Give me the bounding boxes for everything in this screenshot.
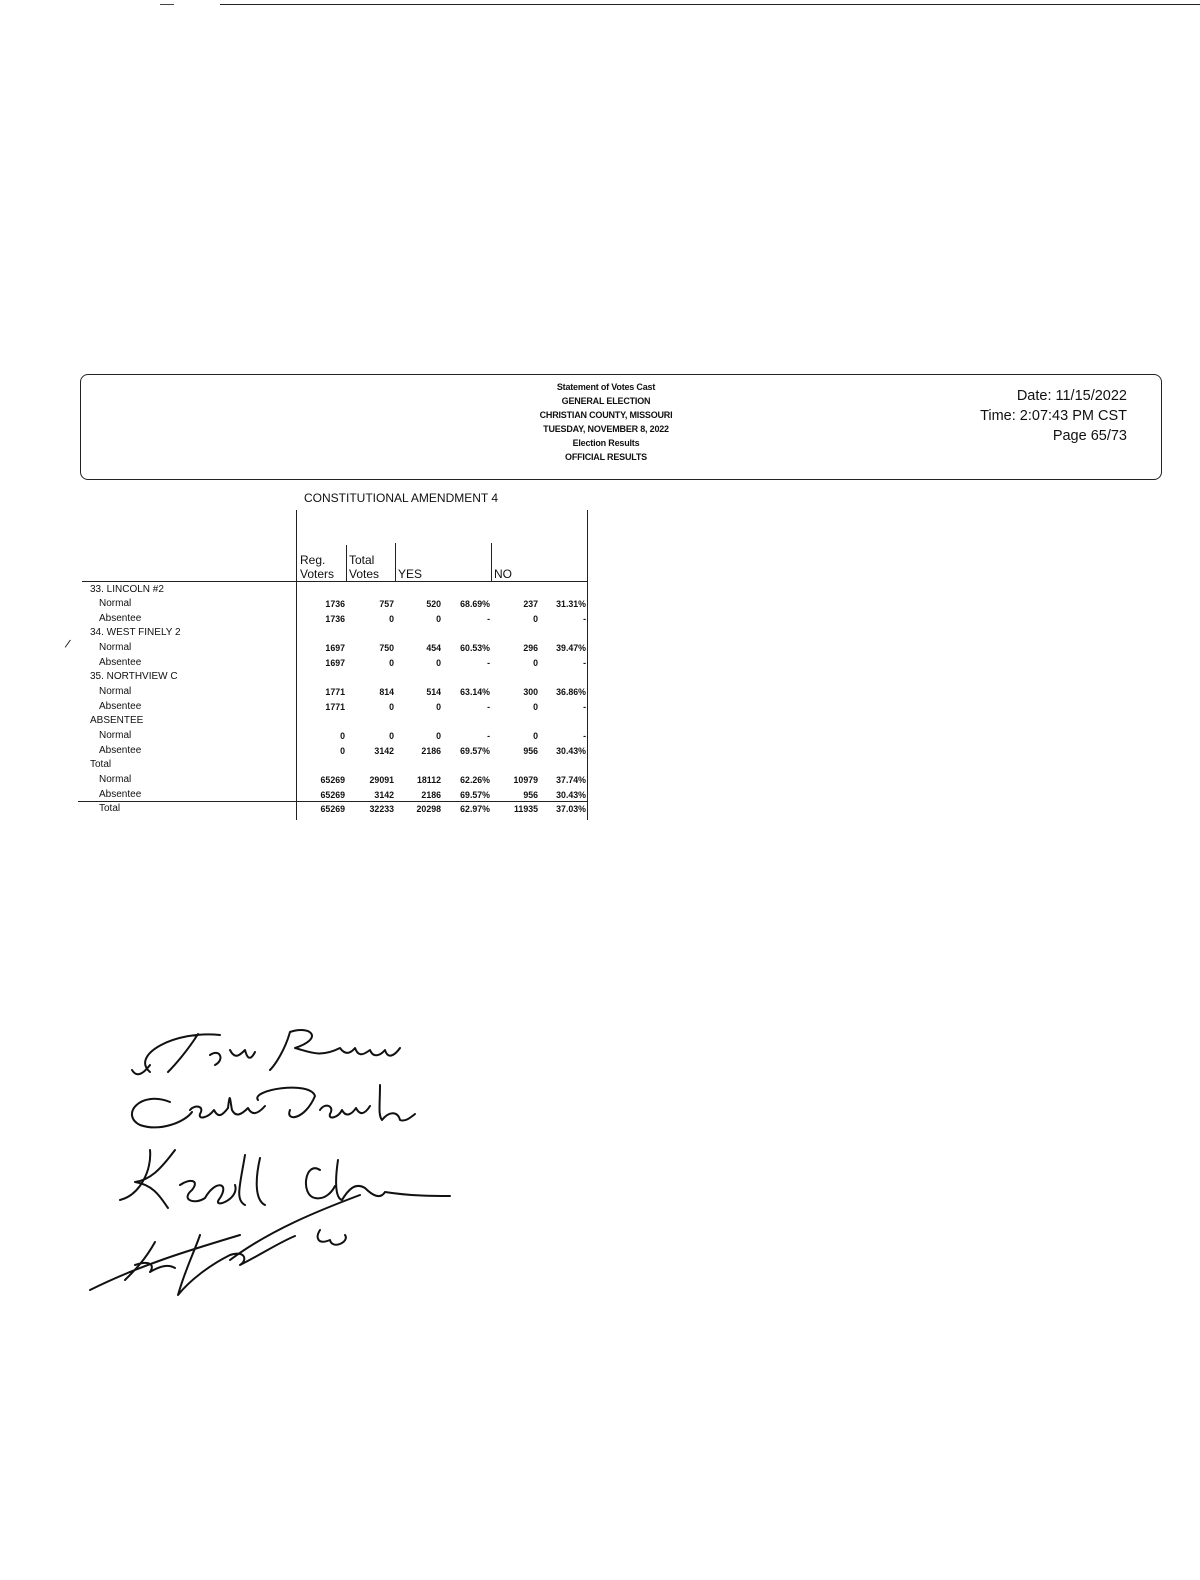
no-pct-cell: 31.31% (556, 599, 586, 610)
vote-type-label: Absentee (99, 744, 142, 756)
no-votes-cell: 11935 (514, 804, 538, 815)
col-divider (491, 543, 492, 582)
yes-pct-cell: 60.53% (460, 643, 490, 654)
yes-pct-cell: - (487, 657, 490, 668)
reg-voters-cell: 0 (340, 745, 345, 756)
vote-type-label: Normal (99, 686, 132, 698)
vote-type-label: Normal (99, 642, 132, 654)
yes-pct-cell: 68.69% (460, 599, 490, 610)
signatures (80, 1010, 460, 1310)
reg-voters-cell: 1697 (325, 657, 345, 668)
table-row (82, 715, 592, 730)
no-votes-cell: 300 (523, 687, 538, 698)
col-head-yes: YES (398, 567, 423, 581)
reg-voters-cell: 65269 (320, 789, 345, 800)
signature-1 (132, 1030, 400, 1074)
table-row (82, 803, 592, 818)
total-votes-cell: 757 (379, 599, 394, 610)
vote-type-label: Absentee (99, 700, 142, 712)
reg-voters-cell: 65269 (320, 804, 345, 815)
report-header-center (491, 380, 721, 464)
total-votes-cell: 0 (389, 657, 394, 668)
reg-voters-cell: 1736 (325, 613, 345, 624)
precinct-label: 35. NORTHVIEW C (90, 671, 178, 683)
no-votes-cell: 10979 (513, 774, 538, 785)
no-pct-cell: - (583, 613, 586, 624)
table-row (82, 598, 592, 613)
total-votes-cell: 32233 (369, 804, 394, 815)
col-head-no: NO (494, 567, 512, 581)
total-votes-cell: 814 (379, 687, 394, 698)
yes-pct-cell: - (487, 613, 490, 624)
precinct-label: 33. LINCOLN #2 (90, 583, 164, 595)
yes-votes-cell: 454 (426, 643, 441, 654)
report-page: Page 65/73 (1052, 428, 1127, 444)
header-line: Election Results (572, 438, 640, 448)
vote-type-label: Normal (99, 773, 132, 785)
yes-votes-cell: 0 (436, 731, 441, 741)
reg-voters-cell: 65269 (320, 774, 345, 785)
no-pct-cell: 30.43% (556, 789, 586, 800)
no-pct-cell: - (583, 731, 586, 741)
yes-votes-cell: 514 (426, 687, 441, 698)
table-row (82, 657, 592, 672)
no-votes-cell: 0 (533, 613, 538, 624)
no-pct-cell: 39.47% (556, 643, 586, 654)
report-meta (980, 386, 1127, 446)
header-line: GENERAL ELECTION (561, 396, 651, 406)
vote-type-label: Absentee (99, 656, 142, 668)
yes-votes-cell: 520 (426, 599, 441, 610)
no-votes-cell: 296 (523, 643, 538, 654)
contest-title: CONSTITUTIONAL AMENDMENT 4 (304, 491, 499, 505)
reg-voters-cell: 1697 (325, 643, 345, 654)
table-row (82, 627, 592, 642)
yes-pct-cell: 63.14% (460, 687, 490, 698)
table-row (82, 745, 592, 760)
report-time: Time: 2:07:43 PM CST (980, 408, 1127, 424)
reg-voters-cell: 1771 (325, 701, 345, 712)
header-line: CHRISTIAN COUNTY, MISSOURI (539, 410, 673, 420)
yes-votes-cell: 2186 (421, 745, 441, 756)
total-votes-cell: 0 (389, 613, 394, 624)
signature-3 (120, 1150, 450, 1208)
table-row (82, 642, 592, 657)
report-header (80, 374, 1162, 480)
table-row (82, 730, 592, 745)
total-votes-cell: 3142 (374, 789, 394, 800)
no-votes-cell: 956 (523, 745, 538, 756)
yes-pct-cell: 69.57% (460, 745, 490, 756)
header-line: OFFICIAL RESULTS (565, 452, 647, 462)
total-votes-cell: 0 (389, 701, 394, 712)
no-votes-cell: 0 (533, 657, 538, 668)
no-votes-cell: 0 (533, 731, 538, 741)
pen-tick-mark: / (63, 636, 72, 652)
col-head-reg-voters: Reg. Voters (300, 553, 335, 581)
vote-type-label: Total (99, 803, 121, 815)
header-underline (82, 581, 588, 582)
yes-votes-cell: 0 (436, 613, 441, 624)
yes-votes-cell: 20298 (416, 804, 441, 815)
top-rule (220, 4, 1200, 5)
vote-type-label: Absentee (99, 612, 142, 624)
col-divider (346, 545, 347, 582)
precinct-label: ABSENTEE (90, 715, 144, 727)
no-pct-cell: 37.74% (556, 774, 586, 785)
yes-votes-cell: 18112 (417, 774, 441, 785)
table-row (82, 671, 592, 686)
scan-mark (160, 4, 174, 5)
signature-4 (90, 1195, 360, 1295)
vote-type-label: Normal (99, 598, 132, 610)
total-votes-cell: 0 (389, 731, 394, 741)
no-pct-cell: - (583, 657, 586, 668)
table-row (82, 759, 592, 774)
yes-pct-cell: 69.57% (460, 789, 490, 800)
no-pct-cell: 36.86% (556, 687, 586, 698)
report-date: Date: 11/15/2022 (1016, 388, 1127, 404)
yes-votes-cell: 2186 (421, 789, 441, 800)
no-pct-cell: 37.03% (556, 804, 586, 815)
vote-type-label: Normal (99, 730, 132, 741)
no-votes-cell: 956 (523, 789, 538, 800)
no-pct-cell: - (583, 701, 586, 712)
table-row (82, 613, 592, 628)
vote-type-label: Absentee (99, 788, 142, 800)
reg-voters-cell: 1736 (325, 599, 345, 610)
col-head-total-votes: Total Votes (349, 553, 380, 581)
no-votes-cell: 237 (523, 599, 538, 610)
yes-pct-cell: 62.26% (460, 774, 490, 785)
yes-pct-cell: - (487, 701, 490, 712)
total-votes-cell: 3142 (374, 745, 394, 756)
yes-votes-cell: 0 (436, 701, 441, 712)
yes-pct-cell: - (487, 731, 490, 741)
signature-2 (132, 1085, 415, 1127)
yes-pct-cell: 62.97% (460, 804, 490, 815)
no-votes-cell: 0 (533, 701, 538, 712)
table-row (82, 789, 592, 804)
total-votes-cell: 750 (379, 643, 394, 654)
precinct-label: 34. WEST FINELY 2 (90, 627, 181, 639)
table-row (82, 701, 592, 716)
table-row (82, 584, 592, 599)
yes-votes-cell: 0 (436, 657, 441, 668)
total-votes-cell: 29091 (369, 774, 394, 785)
no-pct-cell: 30.43% (556, 745, 586, 756)
table-row (82, 686, 592, 701)
header-line: TUESDAY, NOVEMBER 8, 2022 (543, 424, 669, 434)
reg-voters-cell: 0 (340, 731, 345, 741)
table-row (82, 774, 592, 789)
header-line: Statement of Votes Cast (556, 382, 656, 392)
precinct-label: Total (90, 759, 112, 771)
col-divider (395, 543, 396, 582)
reg-voters-cell: 1771 (325, 687, 345, 698)
